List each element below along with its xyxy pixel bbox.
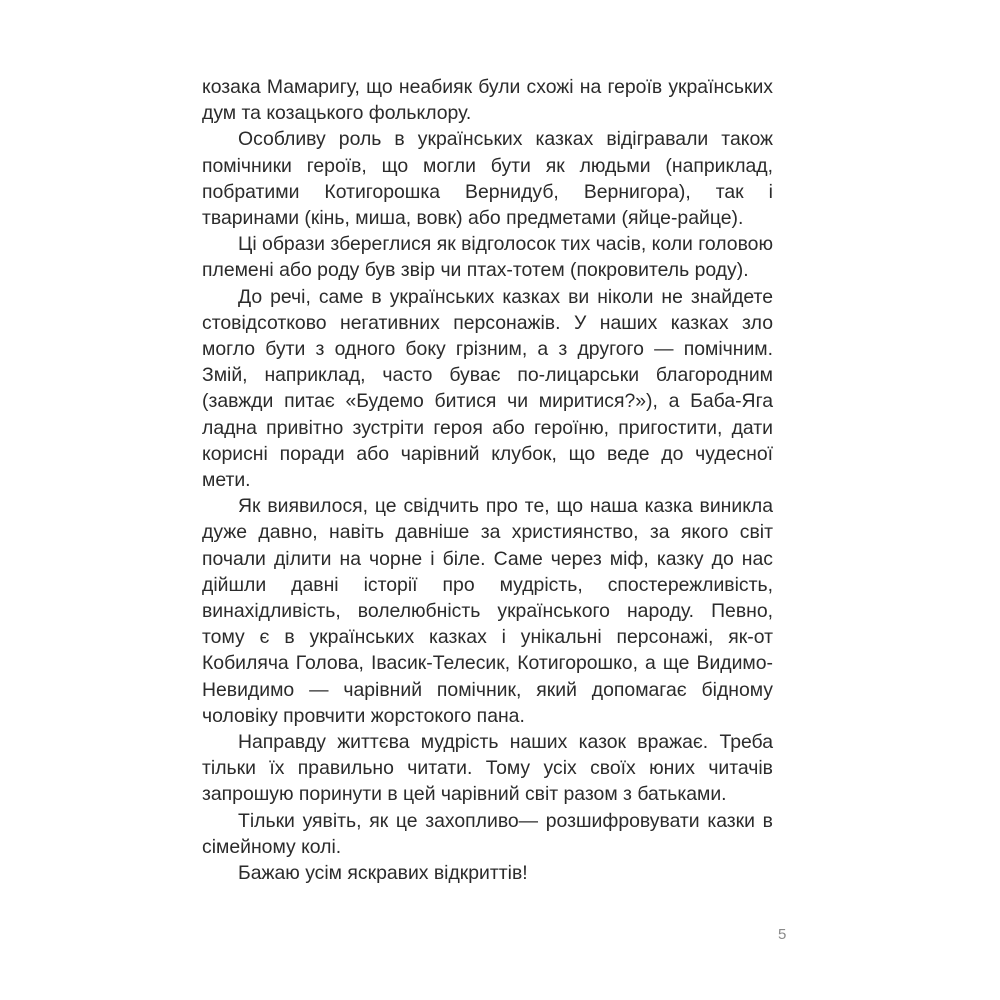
paragraph-2: Особливу роль в українських казках відігравали також помічники героїв, що могли бути як людьми (наприклад, побратими Котигорошка Вернидуб, Вернигора), так і тваринами (кінь, миша, вовк) або предметами (яйце-райце). — [202, 128, 773, 230]
paragraph-8: Бажаю усім яскравих відкриттів! — [238, 862, 528, 885]
paragraph-3: Ці образи збереглися як відголосок тих часів, коли головою племені або роду був звір чи птах-тотем (покровитель роду). — [202, 233, 773, 282]
page-number: 5 — [778, 926, 787, 943]
body-text — [202, 74, 773, 886]
paragraph-4: До речі, саме в українських казках ви ніколи не знайдете стовідсотково негативних персонажів. У наших казках зло могло бути з одного боку грізним, а з другого — помічним. Змій, наприклад, часто буває по-лицарськи благородним (завжди питає «Будемо битися чи миритися?»), а Баба-Яга ладна привітно зустріти героя або героїню, пригостити, дати корисні поради або чарівний клубок, що веде до чудесної мети. — [202, 285, 773, 492]
paragraph-6: Направду життєва мудрість наших казок вражає. Треба тільки їх правильно читати. Тому усіх своїх юних читачів запрошую поринути в цей чарівний світ разом з батьками. — [202, 731, 773, 806]
paragraph-7: Тільки уявіть, як це захопливо— розшифровувати казки в сімейному колі. — [202, 809, 773, 858]
paragraph-1: козака Мамаригу, що неабияк були схожі на героїв українських дум та козацького фольклору. — [202, 76, 773, 125]
paragraph-5: Як виявилося, це свідчить про те, що наша казка виникла дуже давно, навіть давніше за християнство, за якого світ почали ділити на чорне і біле. Саме через міф, казку до нас дійшли давні історії про мудрість, спостережливість, винахідливість, волелюбність українського народу. Певно, тому є в українських казках і унікальні персонажі, як-от Кобиляча Голова, Івасик-Телесик, Котигорошко, а ще Видимо-Невидимо — чарівний помічник, який допомагає бідному чоловіку провчити жорстокого пана. — [202, 495, 773, 727]
